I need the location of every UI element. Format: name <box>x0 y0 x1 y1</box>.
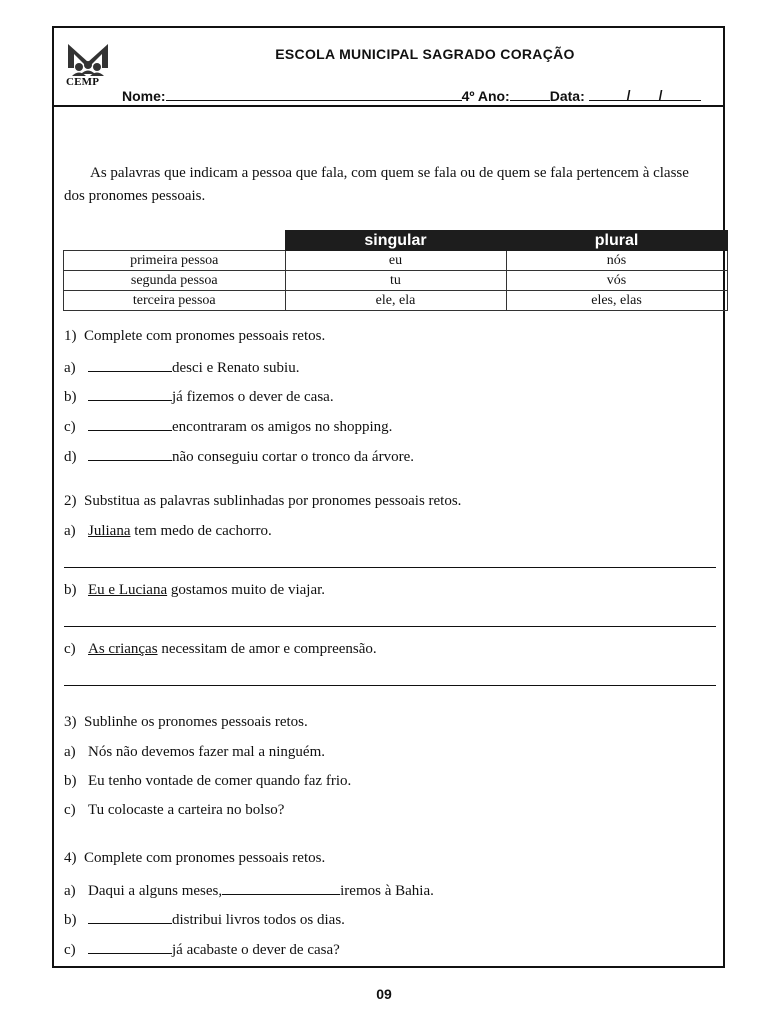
table-cell: terceira pessoa <box>64 291 286 311</box>
q4-item-c: c) já acabaste o dever de casa? <box>64 939 340 959</box>
logo-text: CEMP <box>66 76 100 88</box>
table-row <box>64 271 728 291</box>
table-cell: eles, elas <box>506 291 727 311</box>
q2-item-c: c) As crianças necessitam de amor e compreensão. <box>64 641 377 657</box>
header-singular: singular <box>285 231 506 251</box>
answer-blank[interactable] <box>88 357 172 372</box>
answer-blank[interactable] <box>222 880 340 895</box>
table-cell: segunda pessoa <box>64 271 286 291</box>
q2-item-b: b) Eu e Luciana gostamos muito de viajar. <box>64 582 326 598</box>
header-plural: plural <box>506 231 727 251</box>
answer-blank[interactable] <box>88 446 172 461</box>
q4-item-b: b) distribui livros todos os dias. <box>64 909 345 929</box>
answer-blank[interactable] <box>88 416 172 431</box>
q3-title: 3) Sublinhe os pronomes pessoais retos. <box>64 714 308 730</box>
q1-item-a: a) desci e Renato subiu. <box>64 357 299 377</box>
table-row <box>64 251 728 271</box>
table-cell: primeira pessoa <box>64 251 286 271</box>
q3-item-b: b) Eu tenho vontade de comer quando faz frio. <box>64 773 352 789</box>
data-label: Data: <box>549 88 585 104</box>
q1-item-d: d) não conseguiu cortar o tronco da árvore. <box>64 446 414 466</box>
table-cell: eu <box>285 251 506 271</box>
school-name: ESCOLA MUNICIPAL SAGRADO CORAÇÃO <box>275 46 575 62</box>
answer-line[interactable] <box>64 685 716 686</box>
q2-title: 2) Substitua as palavras sublinhadas por pronomes pessoais retos. <box>64 493 462 509</box>
q4-title: 4) Complete com pronomes pessoais retos. <box>64 850 326 866</box>
nome-field[interactable] <box>166 87 462 101</box>
ano-field[interactable] <box>510 87 550 101</box>
answer-blank[interactable] <box>88 909 172 924</box>
table-cell: tu <box>285 271 506 291</box>
header-divider <box>52 105 725 107</box>
nome-label: Nome: <box>122 88 166 104</box>
table-row <box>64 291 728 311</box>
table-cell: nós <box>506 251 727 271</box>
answer-blank[interactable] <box>88 939 172 954</box>
q3-item-a: a) Nós não devemos fazer mal a ninguém. <box>64 744 326 760</box>
intro-paragraph: As palavras que indicam a pessoa que fala, com quem se fala ou de quem se fala pertencem à classe dos pronomes pessoais. <box>64 165 689 204</box>
q1-title: 1) Complete com pronomes pessoais retos. <box>64 328 326 344</box>
student-info-line <box>122 87 701 104</box>
answer-blank[interactable] <box>88 386 172 401</box>
page-number: 09 <box>376 986 392 1002</box>
q4-item-a: a) Daqui a alguns meses, iremos à Bahia. <box>64 880 434 900</box>
answer-line[interactable] <box>64 626 716 627</box>
q3-item-c: c) Tu colocaste a carteira no bolso? <box>64 802 285 818</box>
q1-item-b: b) já fizemos o dever de casa. <box>64 386 334 406</box>
pronoun-table <box>63 230 728 311</box>
table-cell: vós <box>506 271 727 291</box>
answer-line[interactable] <box>64 567 716 568</box>
date-field[interactable]: / / <box>589 87 701 101</box>
table-cell: ele, ela <box>285 291 506 311</box>
q1-item-c: c) encontraram os amigos no shopping. <box>64 416 392 436</box>
q2-item-a: a) Juliana tem medo de cachorro. <box>64 523 272 539</box>
ano-label: 4º Ano: <box>461 88 510 104</box>
